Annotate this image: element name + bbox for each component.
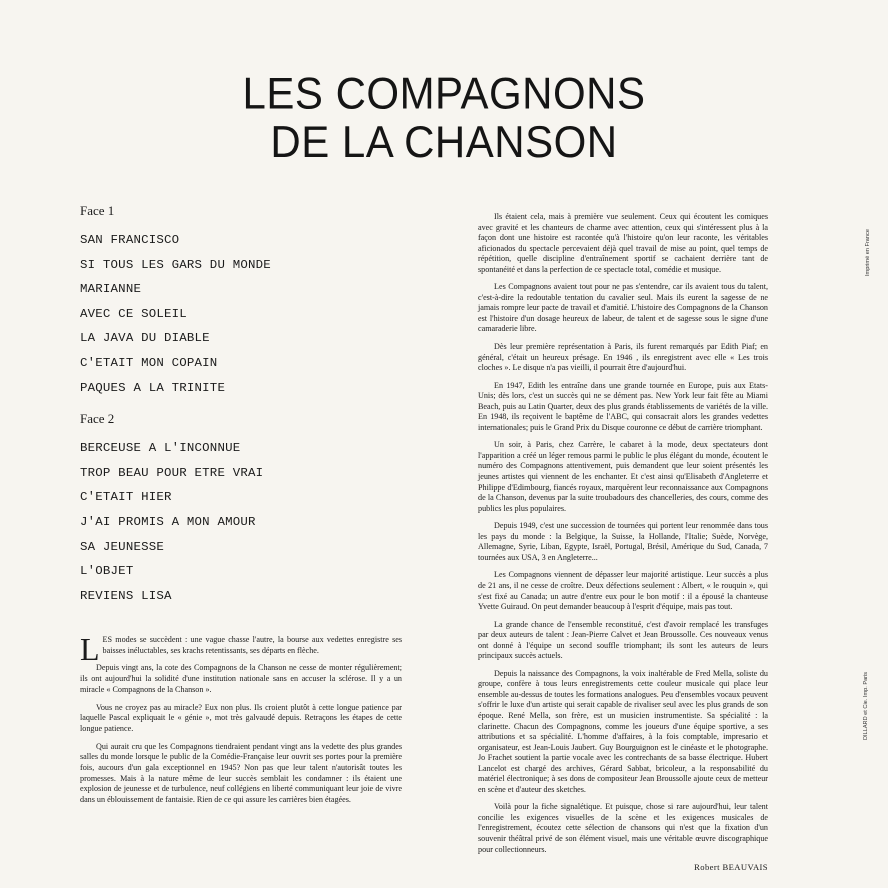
liner-paragraph: Depuis 1949, c'est une succession de tournées qui portent leur renommée dans tous les pays du monde : la Belgique, la Suisse, la Hollande, l'Italie; Suède, Norvège, Allemagne, Syrie, Liban, Egypte, Israël, Portugal, Brésil, Amérique du Sud, Canada, 7 tournées aux USA, 3 en Angleterre... <box>478 521 768 562</box>
track-item: AVEC CE SOLEIL <box>80 306 187 321</box>
track-item: TROP BEAU POUR ETRE VRAI <box>80 465 264 480</box>
drop-cap: L <box>80 631 100 667</box>
liner-notes <box>478 212 768 873</box>
liner-paragraph: Ils étaient cela, mais à première vue seulement. Ceux qui écoutent les comiques avec gravité et les chanteurs de charme avec attention, ceux qui s'intéressent plus à la façon dont une histoire est racontée qu'à l'histoire qu'on leur raconte, les véritables aficionados du spectacle percevaient déjà quel travail de mise au point, quel temps de répétition, quelle discipline d'entraînement sportif se cachaient derrière tant de spontanéité et dans la perfection de ce spectacle total, comédie et musique. <box>478 212 768 274</box>
face-1-tracks <box>80 228 410 400</box>
track-item: PAQUES A LA TRINITE <box>80 380 226 395</box>
face-2-tracks <box>80 436 410 608</box>
track-item: MARIANNE <box>80 282 142 297</box>
face-2-label: Face 2 <box>80 411 115 427</box>
track-item: LA JAVA DU DIABLE <box>80 331 210 346</box>
printer-credit: DILLARD et Cie. Imp. Paris <box>863 671 869 740</box>
intro-paragraph: Qui aurait cru que les Compagnons tiendraient pendant vingt ans la vedette des plus grandes salles du monde lorsque le public de la Comédie-Française leur ouvrit ses portes pour la première fois, aucours d'un gala exceptionnel en 1945? Non pas que leur talent n'autorisât toutes les promesses. Mais à la nature même de leur succès semblait les condamner : ils étaient une explosion de jeunesse et de turbulence, neuf collégiens en liberté communiquant leur joie de vivre dans un éblouissement de fantaisie. Rien de ce qui assure les carrières bien étagées. <box>80 741 402 805</box>
intro-paragraph: Vous ne croyez pas au miracle? Eux non plus. Ils croient plutôt à cette longue patience par laquelle Pascal expliquait le « génie », mot très galvaudé depuis. Retraçons les étapes de cette longue patience. <box>80 702 402 733</box>
face-1-label: Face 1 <box>80 203 115 218</box>
track-item: J'AI PROMIS A MON AMOUR <box>80 514 256 529</box>
title-line-1: LES COMPAGNONS <box>242 68 646 118</box>
track-item: SAN FRANCISCO <box>80 233 180 247</box>
track-item: SI TOUS LES GARS DU MONDE <box>80 257 271 272</box>
track-item: BERCEUSE A L'INCONNUE <box>80 441 241 456</box>
liner-paragraph: En 1947, Edith les entraîne dans une grande tournée en Europe, puis aux Etats-Unis; dès lors, c'est un succès qui ne se dément pas. New York leur fait fête au Miami Beach, puis au Latin Quarter, deux des plus grands établissements de variétés de la ville. En 1948, ils reçoivent le baptême de l'ABC, qui consacrait alors les grandes vedettes internationales; puis le Grand Prix du Disque couronne ce début de carrière triomphant. <box>478 380 768 432</box>
printed-in-france-note: Imprimé en France <box>865 229 871 276</box>
track-item: SA JEUNESSE <box>80 539 164 554</box>
liner-paragraph: Dès leur première représentation à Paris, ils furent remarqués par Edith Piaf; en général, c'était un heureux présage. En 1946 , ils enregistrent avec elle « Les trois cloches ». Le disque n'a pas vieilli, il pourrait être d'aujourd'hui. <box>478 342 768 373</box>
tracklist <box>80 202 410 608</box>
author-signature: Robert BEAUVAIS <box>694 862 768 873</box>
liner-paragraph: Les Compagnons viennent de dépasser leur majorité artistique. Leur succès a plus de 21 ans, il ne cesse de croître. Deux défections seulement : Albert, « le rouquin », qui s'est fixé au Canada; un autre d'entre eux pour le bon motif : il a épousé la chanteuse Yvette Guiraud. On peut demander beaucoup à l'esprit d'équipe, mais pas tout. <box>478 570 768 612</box>
album-title <box>0 70 888 167</box>
track-item: REVIENS LISA <box>80 588 172 603</box>
track-item: C'ETAIT HIER <box>80 490 172 505</box>
liner-paragraph: Les Compagnons avaient tout pour ne pas s'entendre, car ils avaient tous du talent, c'est-à-dire la redoutable tentation du cavalier seul. Mais ils eurent la sagesse de ne jamais rompre leur pacte de travail et d'amitié. L'histoire des Compagnons de la Chanson est l'histoire d'un dosage heureux de labeur, de talent et de sagesse sous le signe d'une camaraderie libre. <box>478 282 768 334</box>
track-item: C'ETAIT MON COPAIN <box>80 355 218 370</box>
liner-paragraph: Un soir, à Paris, chez Carrère, le cabaret à la mode, deux spectateurs dont l'apparition a créé un léger remous parmi le public le plus élégant du monde, écoutent le numéro des Compagnons attentivement, puis demandent que leur soient présentés les jeunes artistes qui viennent de les enchanter. Et c'est ainsi qu'Elisabeth d'Angleterre et Philippe d'Edimbourg, fiancés royaux, marquèrent leur reconnaissance aux Compagnons de la Chanson, devenus par la suite troubadours des chancelleries, des cours, comme des publics les plus populaires. <box>478 440 768 513</box>
intro-text <box>80 631 402 813</box>
intro-paragraph: Depuis vingt ans, la cote des Compagnons de la Chanson ne cesse de monter régulièrement; ils ont aujourd'hui la solidité d'une institution nationale sans en accuser la sclérose. Il y a un miracle « Compagnons de la Chanson ». <box>80 663 402 694</box>
liner-paragraph: Depuis la naissance des Compagnons, la voix inaltérable de Fred Mella, soliste du groupe, confère à tous leurs enregistrements cette couleur musicale qui place leur ensemble au-dessus de toutes les formations analogues. Peu d'ensembles vocaux peuvent s'offrir le luxe d'un artiste qui serait capable de rivaliser seul avec les plus grands de son époque. René Mella, son frère, est un musicien instrumentiste. Sa spécialité : la clarinette. Chacun des Compagnons, comme les joueurs d'une équipe sportive, a ses attributions et sa spécialité. L'homme d'affaires, à la fois comptable, impresario et organisateur, est Jean-Louis Jaubert. Guy Bourguignon est le cinéaste et le photographe. Jo Frachet soutient la partie vocale avec les contrechants de sa basse électrique. Hubert Lancelot est chargé des archives, Gérard Sabbat, bricoleur, a la responsabilité du matériel électronique; à ses dons de compositeur Jean Broussolle ajoute ceux de metteur en scène et d'auteur des sketches. <box>478 668 768 794</box>
liner-paragraph: La grande chance de l'ensemble reconstitué, c'est d'avoir remplacé les transfuges par deux auteurs de talent : Jean-Pierre Calvet et Jean Broussolle. Ces nouveaux venus ont donné à l'équipe un second souffle triomphant; ils sont les auteurs de leurs principaux succès actuels. <box>478 619 768 661</box>
intro-paragraph <box>80 631 402 667</box>
intro-paragraph-text: ES modes se succèdent : une vague chasse l'autre, la bourse aux vedettes enregistre ses baisses inéluctables, ses krachs retentissants, ses départs en flèche. <box>102 635 402 655</box>
track-item: L'OBJET <box>80 564 134 579</box>
title-line-2: DE LA CHANSON <box>270 116 618 167</box>
liner-paragraph: Voilà pour la fiche signalétique. Et puisque, chose si rare aujourd'hui, leur talent concilie les exigences visuelles de la scène et les exigences musicales de l'enregistrement, écoutez cette sélection de chansons qui n'est que la fixation d'un souvenir théâtral privé de son élément visuel, mais une véritable œuvre discographique pour collectionneurs. <box>478 802 768 854</box>
